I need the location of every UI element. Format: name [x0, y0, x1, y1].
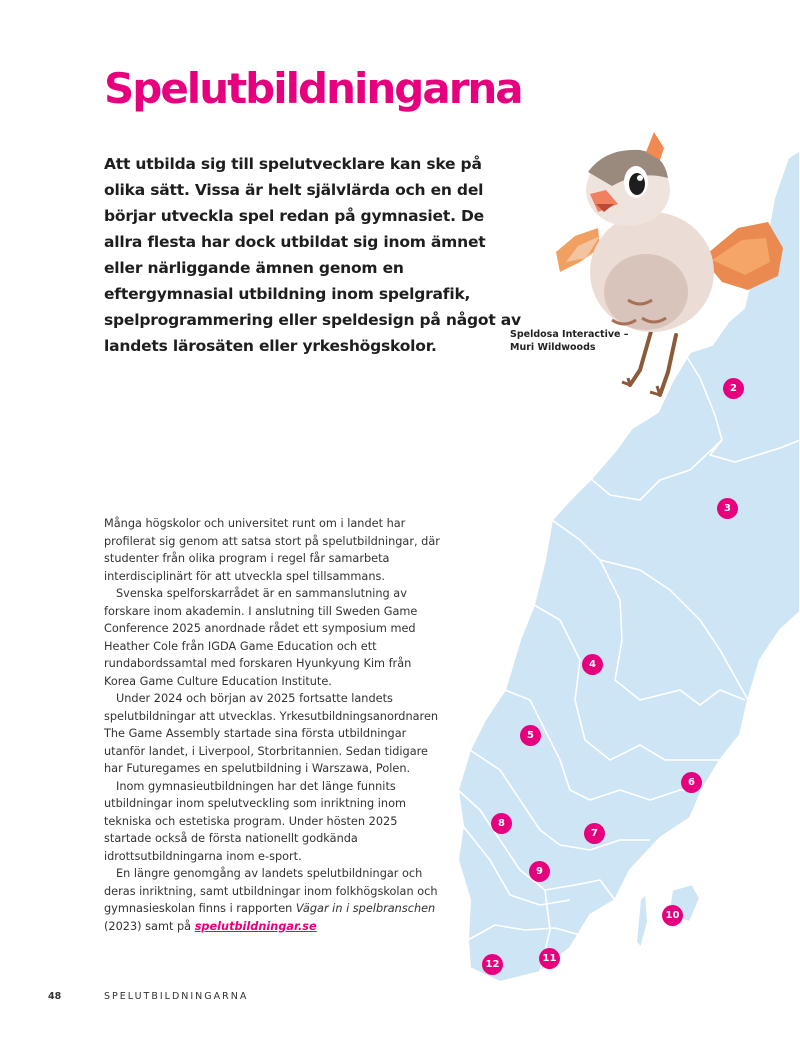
intro-paragraph: Att utbilda sig till spelutvecklare kan ske på olika sätt. Vissa är helt självlärda och en del börjar utveckla spel redan på gymnasiet. De allra flesta har dock utbildat sig inom ämnet eller närliggande ämnen genom en eftergymnasial utbildning inom spelgrafik, spelprogrammering eller speldesign på något av landets lärosäten eller yrkeshögskolor. [104, 155, 521, 355]
map-marker-10: 10 [662, 905, 683, 926]
map-marker-9: 9 [529, 861, 550, 882]
illustration-caption [510, 328, 629, 354]
body-paragraph-4: Inom gymnasieutbildningen har det länge funnits utbildningar inom spelutveckling som inriktning inom tekniska och estetiska program. Under hösten 2025 startade också de första nationellt godkända idrottsutbildningarna inom e-sport. [104, 779, 407, 863]
paragraph-5-start: En längre genomgång av landets spelutbildningar och deras inriktning, samt utbildningar inom folkhögskolan och gymnasieskolan finns i rapporten [104, 867, 438, 915]
map-marker-4: 4 [582, 654, 603, 675]
report-title: Vägar in i spelbranschen [295, 902, 436, 915]
map-marker-12: 12 [482, 954, 503, 975]
running-head: SPELUTBILDNINGARNA [104, 991, 249, 1002]
map-marker-11: 11 [539, 948, 560, 969]
map-marker-8: 8 [491, 813, 512, 834]
page-number: 48 [48, 991, 62, 1002]
map-marker-6: 6 [681, 772, 702, 793]
paragraph-5-mid: (2023) samt på [104, 919, 192, 933]
body-paragraph-5 [104, 865, 440, 935]
map-marker-3: 3 [717, 498, 738, 519]
body-paragraph-1: Många högskolor och universitet runt om i landet har profilerat sig genom att satsa stort på spelutbildningar, där studenter från olika program i regel får samarbeta interdisciplinärt för att utveckla spel tillsammans. [104, 517, 440, 583]
map-marker-7: 7 [584, 823, 605, 844]
map-marker-2: 2 [723, 378, 744, 399]
body-text-column [104, 515, 440, 935]
body-paragraph-3: Under 2024 och början av 2025 fortsatte landets spelutbildningar att utvecklas. Yrkesutbildningsanordnaren The Game Assembly startade sina första utbildningar utanför landet, i Liverpool, Storbritannien. Sedan tidigare har Futuregames en spelutbildning i Warszawa, Polen. [104, 692, 439, 775]
caption-studio: Speldosa Interactive – [510, 329, 629, 340]
body-paragraph-2: Svenska spelforskarrådet är en sammanslutning av forskare inom akademin. I anslutning till Sweden Game Conference 2025 anordnade rådet ett symposium med Heather Cole från IGDA Game Education och ett rundabordssamtal med forskaren Hyunkyung Kim från Korea Game Culture Education Institute. [104, 587, 418, 688]
spelutbildningar-link[interactable]: spelutbildningar.se [194, 919, 317, 933]
caption-game: Muri Wildwoods [510, 342, 596, 353]
map-marker-5: 5 [520, 725, 541, 746]
page-title: Spelutbildningarna [104, 64, 522, 113]
page-footer [48, 991, 248, 1002]
